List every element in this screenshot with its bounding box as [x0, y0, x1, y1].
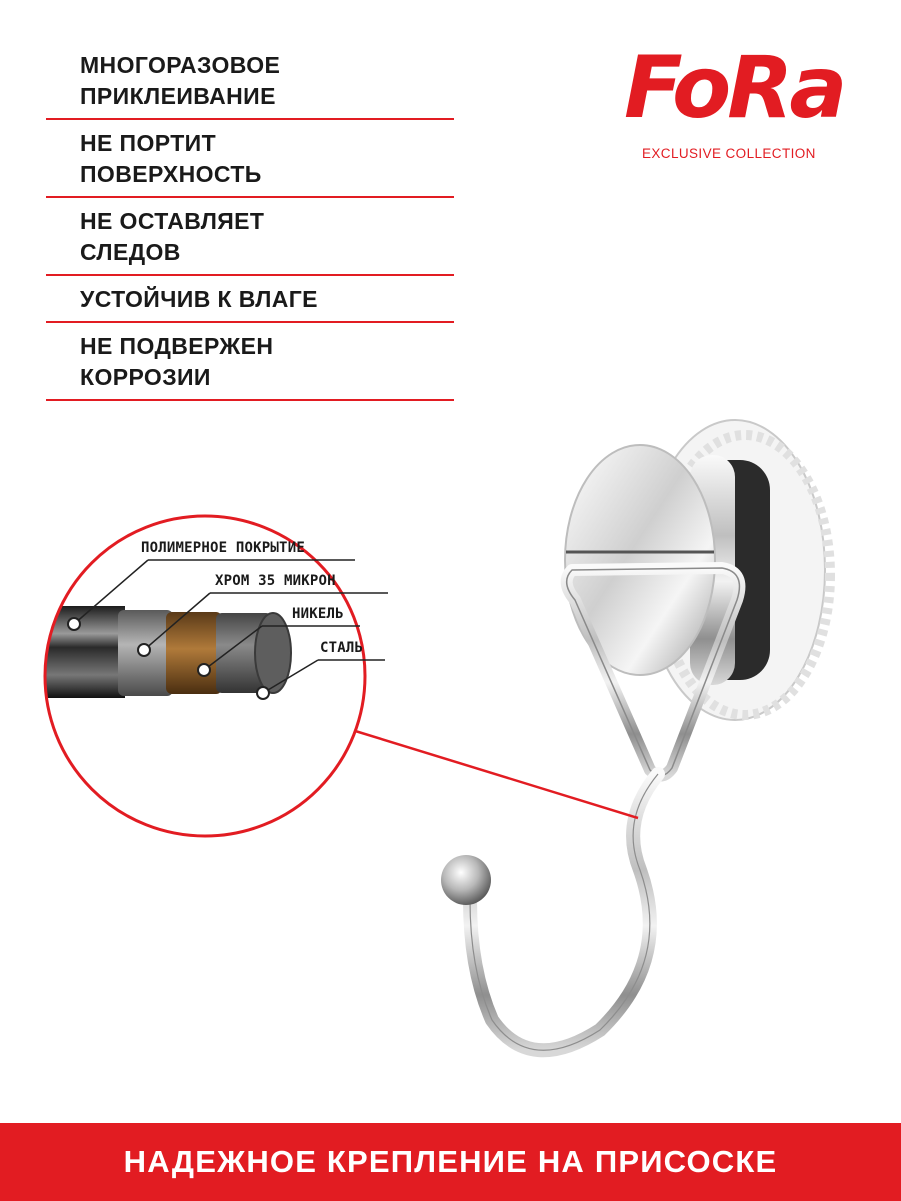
feature-line: МНОГОРАЗОВОЕ	[80, 52, 281, 78]
feature-item	[46, 323, 454, 401]
layer-label-steel: СТАЛЬ	[320, 640, 364, 656]
layer-marker-dot	[257, 687, 269, 699]
feature-list	[46, 42, 454, 401]
feature-item	[46, 276, 454, 323]
feature-line: ПРИКЛЕИВАНИЕ	[80, 83, 276, 109]
product-illustration	[0, 400, 901, 1100]
layer-label-nickel: НИКЕЛЬ	[292, 606, 344, 622]
footer-banner	[0, 1123, 901, 1201]
brand-name: FoRa	[624, 38, 844, 138]
feature-line: СЛЕДОВ	[80, 239, 181, 265]
layer-label-polymer: ПОЛИМЕРНОЕ ПОКРЫТИЕ	[141, 540, 305, 556]
feature-item	[46, 198, 454, 276]
brand-tagline: EXCLUSIVE COLLECTION	[642, 146, 816, 161]
feature-line: КОРРОЗИИ	[80, 364, 211, 390]
callout-line	[352, 730, 638, 818]
hook-end-ball	[441, 855, 491, 905]
feature-line: НЕ ПОРТИТ	[80, 130, 217, 156]
brand-logo	[620, 38, 845, 163]
rod-end-face	[255, 613, 291, 693]
layer-label-chrome: ХРОМ 35 МИКРОН	[215, 573, 336, 589]
feature-line: ПОВЕРХНОСТЬ	[80, 161, 262, 187]
feature-item	[46, 120, 454, 198]
layer-marker-dot	[138, 644, 150, 656]
footer-text: НАДЕЖНОЕ КРЕПЛЕНИЕ НА ПРИСОСКЕ	[123, 1144, 778, 1179]
layer-marker-dot	[68, 618, 80, 630]
feature-item	[46, 42, 454, 120]
feature-line: УСТОЙЧИВ К ВЛАГЕ	[80, 286, 318, 312]
layer-marker-dot	[198, 664, 210, 676]
feature-line: НЕ ОСТАВЛЯЕТ	[80, 208, 265, 234]
feature-line: НЕ ПОДВЕРЖЕН	[80, 333, 274, 359]
